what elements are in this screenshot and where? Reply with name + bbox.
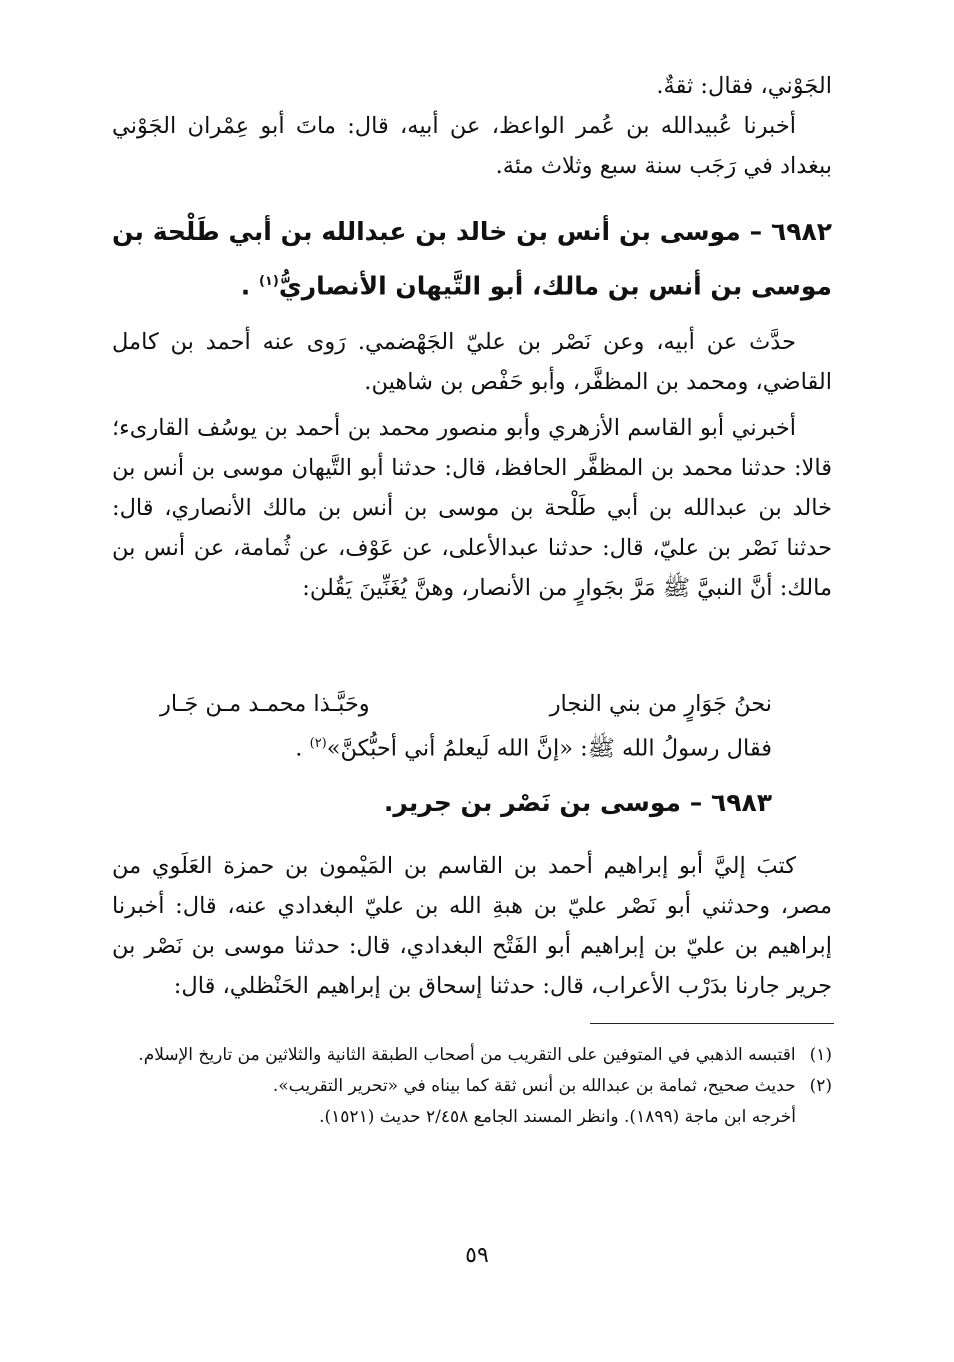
page-number: ٥٩ <box>465 1243 489 1268</box>
entry-6982-heading-text: ٦٩٨٢ – موسى بن أنس بن خالد بن عبدالله بن أبي طَلْحة بن موسى بن أنس بن مالك، أبو التَّيهان الأنصاريُّ <box>112 217 832 301</box>
footnote-1 <box>112 1040 832 1071</box>
footnote-2 <box>112 1071 832 1102</box>
intro-paragraph: الجَوْني، فقال: ثقةٌ. <box>656 73 832 99</box>
footnote-ref-2: (٢) <box>309 736 327 751</box>
footnote-text: حديث صحيح، ثمامة بن عبدالله بن أنس ثقة كما بيناه في «تحرير التقريب». <box>272 1076 796 1096</box>
footnote-ref-1: (١) <box>258 274 279 289</box>
entry-6983-body <box>112 846 832 1006</box>
entry-6982-body <box>112 322 832 608</box>
entry-6982-paragraph-1: حدَّث عن أبيه، وعن نَصْر بن عليّ الجَهْضمي. رَوى عنه أحمد بن كامل القاضي، ومحمد بن المظفَّر، وأبو حَفْص بن شاهين. <box>112 329 832 395</box>
verse-line <box>160 684 772 724</box>
death-paragraph: أخبرنا عُبيدالله بن عُمر الواعظ، عن أبيه، قال: ماتَ أبو عِمْران الجَوْني ببغداد في رَجَب سنة سبع وثلاث مئة. <box>112 113 832 179</box>
verse-hemistich-1: نحنُ جَوَارٍ من بني النجار <box>549 691 772 717</box>
footnote-divider <box>590 1023 834 1024</box>
intro-block <box>112 66 832 186</box>
entry-6983-paragraph-1: كتبَ إليَّ أبو إبراهيم أحمد بن القاسم بن المَيْمون بن حمزة العَلَوي من مصر، وحدثني أبو نَصْر عليّ بن هبةِ الله بن عليّ البغدادي عنه، قال: أخبرنا إبراهيم بن عليّ بن إبراهيم أبو الفَتْح البغدادي، قال: حدثنا موسى بن نَصْر بن جرير جارنا بدَرْب الأعراب، قال: حدثنا إسحاق بن إبراهيم الحَنْظلي، قال: <box>112 853 832 999</box>
verse-hemistich-2: وحَبَّـذا محمـد مـن جَـار <box>160 691 370 717</box>
footnote-number: (٢) <box>809 1076 832 1096</box>
footnotes <box>112 1040 832 1133</box>
entry-6982-paragraph-2: أخبرني أبو القاسم الأزهري وأبو منصور محمد بن أحمد بن يوسُف القارىء؛ قالا: حدثنا محمد بن المظفَّر الحافظ، قال: حدثنا أبو التَّيهان موسى بن أنس بن خالد بن عبدالله بن أبي طَلْحة بن موسى بن أنس بن مالك الأنصاري، قال: حدثنا نَصْر بن عليّ، قال: حدثنا عبدالأعلى، عن عَوْف، عن ثُمامة، عن أنس بن مالك: أنَّ النبيَّ ﷺ مَرَّ بجَوارٍ من الأنصار، وهنَّ يُغَنِّينَ يَقُلن: <box>112 415 832 601</box>
quote-line: فقال رسولُ الله ﷺ: «إنَّ الله لَيعلمُ أني أحبُّكنَّ»$^{(٢)}$ . <box>295 735 772 762</box>
footnote-2-continuation: أخرجه ابن ماجة (١٨٩٩). وانظر المسند الجامع ٢/٤٥٨ حديث (١٥٢١). <box>319 1107 796 1127</box>
footnote-number: (١) <box>809 1045 832 1065</box>
entry-6982-heading: ٦٩٨٢ – موسى بن أنس بن خالد بن عبدالله بن أبي طَلْحة بن موسى بن أنس بن مالك، أبو التَّيهان الأنصاريُّ$^{(١)}$ . <box>112 217 832 301</box>
prophet-quote: فقال رسولُ الله ﷺ: «إنَّ الله لَيعلمُ أني أحبُّكنَّ» <box>326 735 772 762</box>
verse-block <box>160 684 772 769</box>
entry-6983-heading: ٦٩٨٣ – موسى بن نَصْر بن جرير. <box>383 788 772 817</box>
footnote-text: اقتبسه الذهبي في المتوفين على التقريب من أصحاب الطبقة الثانية والثلاثين من تاريخ الإسلام. <box>138 1045 796 1065</box>
